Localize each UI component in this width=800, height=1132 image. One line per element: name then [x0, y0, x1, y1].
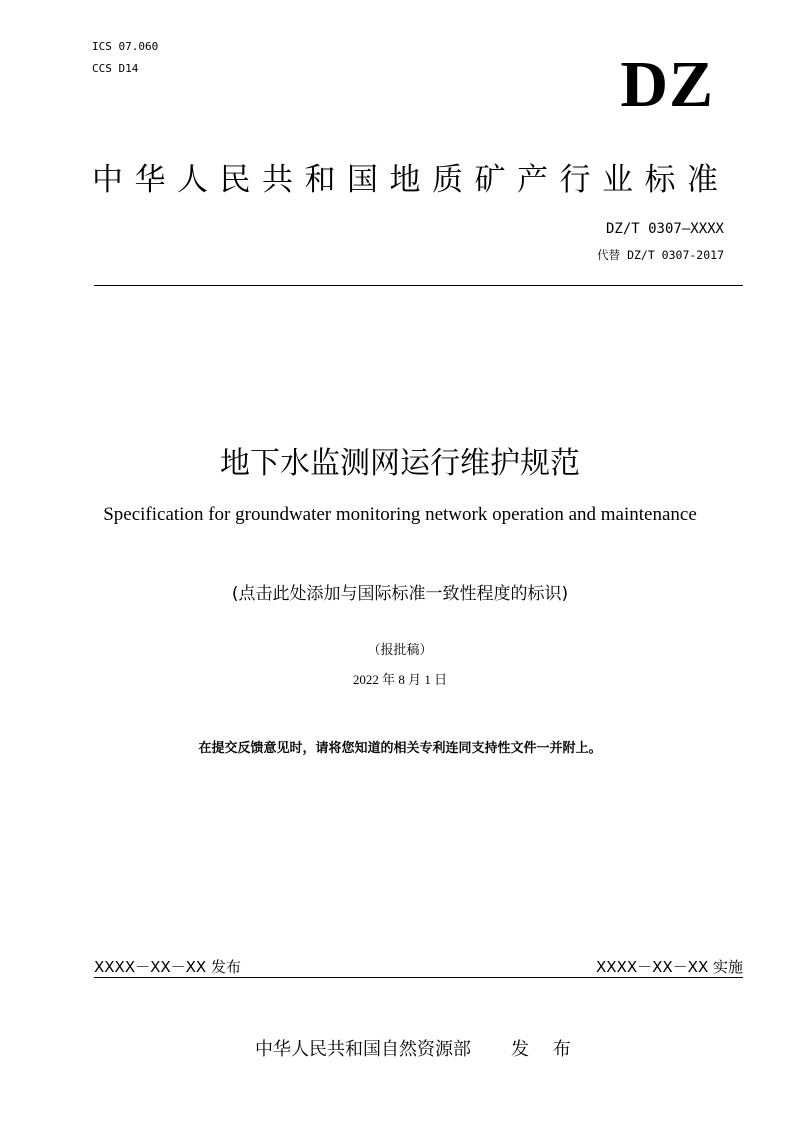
industry-standard-title: 中华人民共和国地质矿产行业标准 [92, 162, 730, 198]
header-divider [94, 285, 743, 286]
draft-date: 2022 年 8 月 1 日 [352, 672, 448, 687]
issuer-name: 中华人民共和国自然资源部 [255, 1039, 471, 1060]
ics-code: ICS 07.060 [92, 40, 159, 53]
ccs-code: CCS D14 [92, 62, 139, 75]
footer-divider [94, 977, 743, 978]
replaces-standard: 代替 DZ/T 0307-2017 [597, 248, 724, 262]
issue-verb: 发 布 [511, 1039, 580, 1060]
document-title-cn: 地下水监测网运行维护规范 [220, 446, 580, 481]
patent-notice: 在提交反馈意见时，请将您知道的相关专利连同支持性文件一并附上。 [198, 741, 602, 756]
standard-number: DZ/T 0307—XXXX [605, 221, 724, 237]
document-title-en: Specification for groundwater monitoring network operation and maintenance [103, 504, 697, 525]
dz-logo: DZ [620, 48, 714, 121]
draft-stage: （报批稿） [367, 643, 433, 658]
issuer-line [255, 1035, 580, 1061]
conformity-note[interactable]: (点击此处添加与国际标准一致性程度的标识) [231, 584, 569, 604]
issue-date: XXXX－XX－XX 发布 [94, 958, 241, 976]
implementation-date: XXXX－XX－XX 实施 [596, 958, 743, 976]
